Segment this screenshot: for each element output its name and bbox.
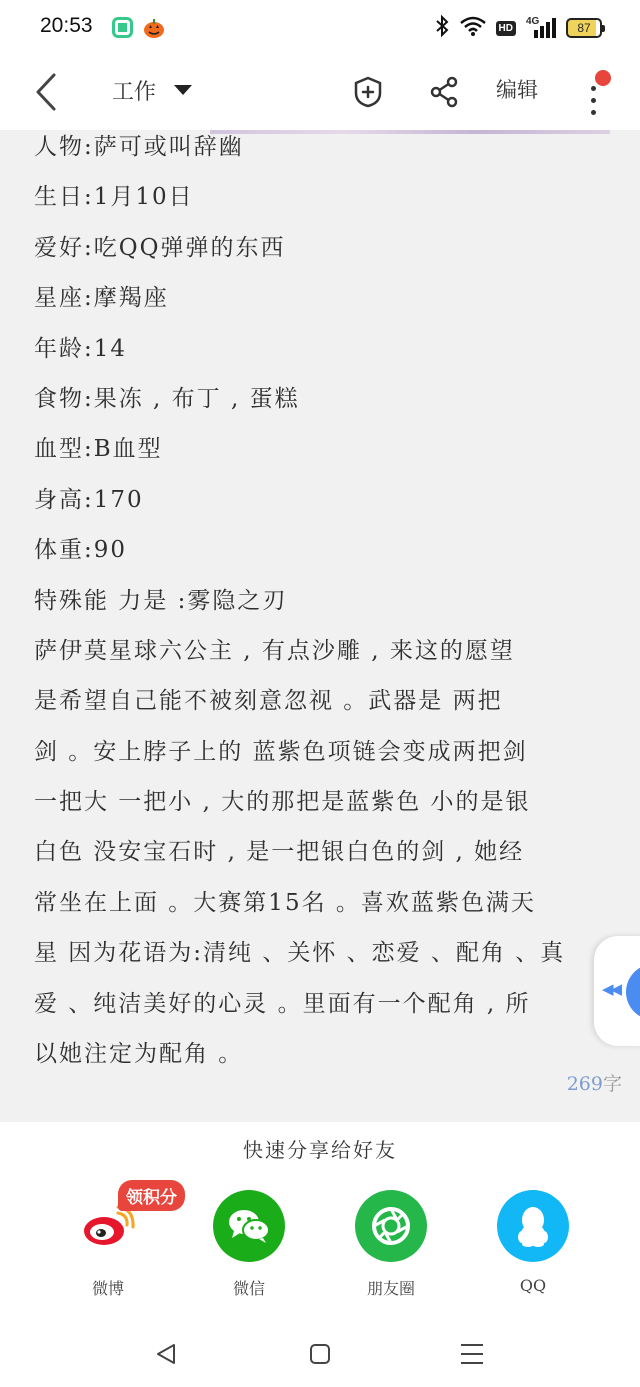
share-wechat[interactable] bbox=[199, 1190, 299, 1299]
add-to-shield-button[interactable] bbox=[348, 72, 388, 112]
nav-back-icon bbox=[154, 1342, 178, 1366]
share-title: 快速分享给好友 bbox=[243, 1138, 397, 1162]
note-line[interactable]: 萨伊莫星球六公主 , 有点沙雕 , 来这的愿望 bbox=[34, 637, 515, 664]
share-label-wechat: 微信 bbox=[232, 1279, 265, 1298]
share-panel bbox=[0, 1122, 640, 1320]
double-chevron-left-icon: ◀◀ bbox=[602, 980, 620, 998]
note-line[interactable]: 是希望自己能不被刻意忽视 。武器是 两把 bbox=[34, 688, 503, 715]
note-line[interactable]: 星座:摩羯座 bbox=[34, 285, 169, 312]
battery-indicator: 87 bbox=[566, 18, 602, 38]
signal-icon bbox=[526, 16, 556, 40]
note-content[interactable] bbox=[0, 130, 640, 1122]
notification-dot bbox=[595, 70, 611, 86]
status-indicators bbox=[434, 14, 602, 42]
back-icon bbox=[34, 72, 58, 112]
share-button[interactable] bbox=[424, 72, 464, 112]
note-line[interactable]: 爱 、纯洁美好的心灵 。里面有一个配角 , 所 bbox=[34, 990, 531, 1017]
app-green-icon bbox=[112, 17, 133, 38]
edit-button[interactable]: 编辑 bbox=[496, 78, 538, 102]
back-button[interactable] bbox=[26, 70, 66, 114]
more-icon bbox=[591, 86, 596, 91]
folder-selector[interactable] bbox=[112, 72, 192, 108]
wifi-icon bbox=[460, 16, 486, 41]
system-nav-bar bbox=[0, 1320, 640, 1387]
note-line[interactable]: 以她注定为配角 。 bbox=[34, 1041, 244, 1068]
folder-name: 工作 bbox=[112, 79, 157, 105]
note-line[interactable]: 身高:170 bbox=[34, 486, 144, 513]
status-bar bbox=[0, 0, 640, 56]
share-moments[interactable] bbox=[341, 1190, 441, 1299]
note-line[interactable]: 年龄:14 bbox=[34, 335, 128, 362]
nav-back-button[interactable] bbox=[146, 1334, 186, 1374]
note-line[interactable]: 剑 。安上脖子上的 蓝紫色项链会变成两把剑 bbox=[34, 738, 528, 765]
note-line[interactable]: 常坐在上面 。大赛第15名 。喜欢蓝紫色满天 bbox=[34, 889, 536, 916]
nav-home-icon bbox=[308, 1342, 332, 1366]
note-toolbar bbox=[0, 56, 640, 130]
floating-ball-icon bbox=[626, 964, 640, 1020]
note-line[interactable]: 血型:B血型 bbox=[34, 436, 163, 463]
note-line[interactable]: 星 因为花语为:清纯 、关怀 、恋爱 、配角 、真 bbox=[34, 940, 566, 967]
word-count bbox=[567, 1069, 622, 1096]
note-line[interactable]: 特殊能 力是 :雾隐之刃 bbox=[34, 587, 288, 614]
share-label-weibo: 微博 bbox=[91, 1279, 124, 1298]
pumpkin-icon bbox=[143, 17, 164, 38]
reward-badge[interactable]: 领积分 bbox=[118, 1180, 185, 1211]
note-line[interactable]: 食物:果冻 , 布丁 , 蛋糕 bbox=[34, 385, 300, 412]
qq-icon bbox=[497, 1190, 569, 1262]
bluetooth-icon bbox=[434, 14, 450, 43]
share-label-moments: 朋友圈 bbox=[366, 1279, 415, 1298]
note-line[interactable]: 生日:1月10日 bbox=[34, 184, 194, 211]
status-time: 20:53 bbox=[40, 14, 93, 37]
share-qq[interactable] bbox=[483, 1190, 583, 1295]
nav-home-button[interactable] bbox=[300, 1334, 340, 1374]
note-line[interactable]: 人物:萨可或叫辞幽 bbox=[34, 134, 244, 160]
floating-side-handle[interactable] bbox=[594, 936, 640, 1046]
share-icon bbox=[429, 76, 459, 108]
nav-recents-icon bbox=[459, 1342, 485, 1366]
share-label-qq: QQ bbox=[519, 1276, 547, 1295]
note-line[interactable]: 爱好:吃QQ弹弹的东西 bbox=[34, 234, 286, 261]
hd-badge: HD bbox=[496, 21, 516, 36]
word-count-value: 269 bbox=[566, 1073, 603, 1095]
chevron-down-icon bbox=[174, 85, 192, 95]
note-line[interactable]: 体重:90 bbox=[34, 537, 128, 564]
moments-icon bbox=[355, 1190, 427, 1262]
more-button[interactable] bbox=[580, 70, 610, 116]
add-to-shield-icon bbox=[353, 76, 383, 108]
more-icon-dot bbox=[591, 98, 596, 103]
note-line[interactable]: 一把大 一把小 , 大的那把是蓝紫色 小的是银 bbox=[34, 789, 531, 816]
note-line[interactable]: 白色 没安宝石时 , 是一把银白色的剑 , 她经 bbox=[34, 839, 525, 866]
note-text[interactable] bbox=[34, 130, 614, 1087]
wechat-icon bbox=[213, 1190, 285, 1262]
network-type: 4G bbox=[526, 16, 540, 27]
more-icon-dot bbox=[591, 110, 596, 115]
nav-recents-button[interactable] bbox=[452, 1334, 492, 1374]
word-count-unit: 字 bbox=[602, 1073, 622, 1095]
